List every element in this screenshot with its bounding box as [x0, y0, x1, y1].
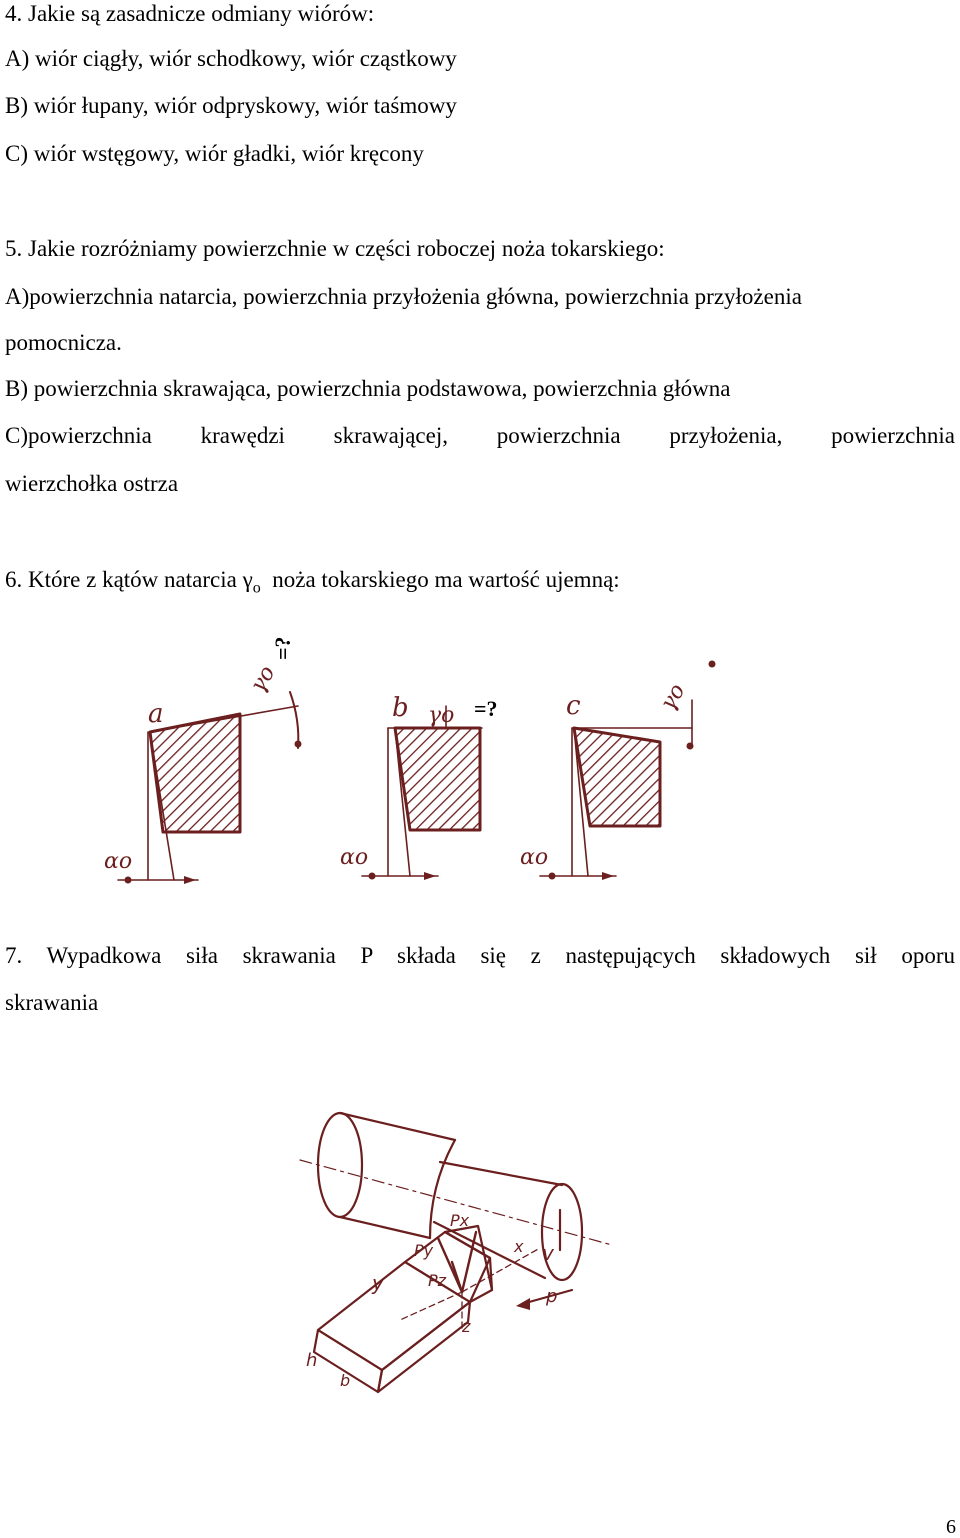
q4-option-b: B) wiór łupany, wiór odpryskowy, wiór taśmowy	[5, 93, 457, 118]
fig7-px: Px	[450, 1211, 470, 1230]
fig6-gamma-a: γo	[245, 661, 281, 697]
fig6-alpha-b: αo	[340, 845, 369, 870]
fig6-alpha-c: αo	[520, 845, 549, 870]
fig6-gamma-c: γo	[655, 679, 691, 715]
gamma-subscript: o	[252, 579, 261, 597]
q5-option-a-line2: pomocnicza.	[5, 330, 122, 355]
q5-option-a-line1: A)powierzchnia natarcia, powierzchnia przyłożenia główna, powierzchnia przyłożenia	[5, 284, 802, 309]
tool-b	[362, 706, 482, 880]
fig7-p: p	[546, 1286, 558, 1307]
rake-angle-figure	[0, 620, 960, 900]
fig7-z: z	[462, 1317, 471, 1336]
q6-question	[5, 566, 620, 603]
q7-question-line2: skrawania	[5, 990, 99, 1015]
tool-shank-top	[318, 1262, 470, 1370]
fig6-gamma-b: γo	[428, 703, 455, 728]
fig6-label-a: a	[148, 699, 164, 729]
q4-option-a: A) wiór ciągły, wiór schodkowy, wiór cząstkowy	[5, 46, 457, 71]
fig6-query-b: =?	[474, 696, 498, 721]
workpiece-face-ellipse	[542, 1184, 582, 1280]
fig7-h: h	[306, 1350, 318, 1371]
q5-option-c-line1: C)powierzchnia krawędzi skrawającej, powierzchnia przyłożenia, powierzchnia	[5, 423, 955, 448]
q7-question-line1: 7. Wypadkowa siła skrawania P składa się z następujących składowych sił oporu	[5, 943, 955, 968]
fig7-py: Py	[414, 1241, 434, 1260]
q4-option-c: C) wiór wstęgowy, wiór gładki, wiór kręcony	[5, 141, 424, 166]
q4-question: 4. Jakie są zasadnicze odmiany wiórów:	[5, 1, 375, 26]
q5-question: 5. Jakie rozróżniamy powierzchnie w części roboczej noża tokarskiego:	[5, 236, 665, 261]
tool-a	[118, 692, 301, 884]
fig7-v: v	[542, 1241, 554, 1265]
workpiece-end-ellipse	[318, 1113, 362, 1217]
gamma-symbol: γ	[242, 567, 253, 592]
q6-question-after: noża tokarskiego ma wartość ujemną:	[260, 567, 620, 592]
fig6-query-a: =?	[270, 636, 295, 660]
fig7-pz: Pz	[428, 1271, 447, 1290]
fig6-label-b: b	[392, 693, 409, 723]
fig7-y: y	[372, 1271, 384, 1295]
fig6-alpha-a: αo	[104, 849, 133, 874]
page-number: 6	[946, 1516, 956, 1538]
cutting-force-figure	[0, 1100, 960, 1400]
fig6-label-c: c	[566, 691, 581, 721]
fig7-x: x	[514, 1237, 524, 1256]
q5-option-c-line2: wierzchołka ostrza	[5, 471, 179, 496]
q5-option-b: B) powierzchnia skrawająca, powierzchnia podstawowa, powierzchnia główna	[5, 376, 731, 401]
q6-question-before: 6. Które z kątów natarcia	[5, 567, 243, 592]
fig7-b: b	[340, 1371, 351, 1390]
